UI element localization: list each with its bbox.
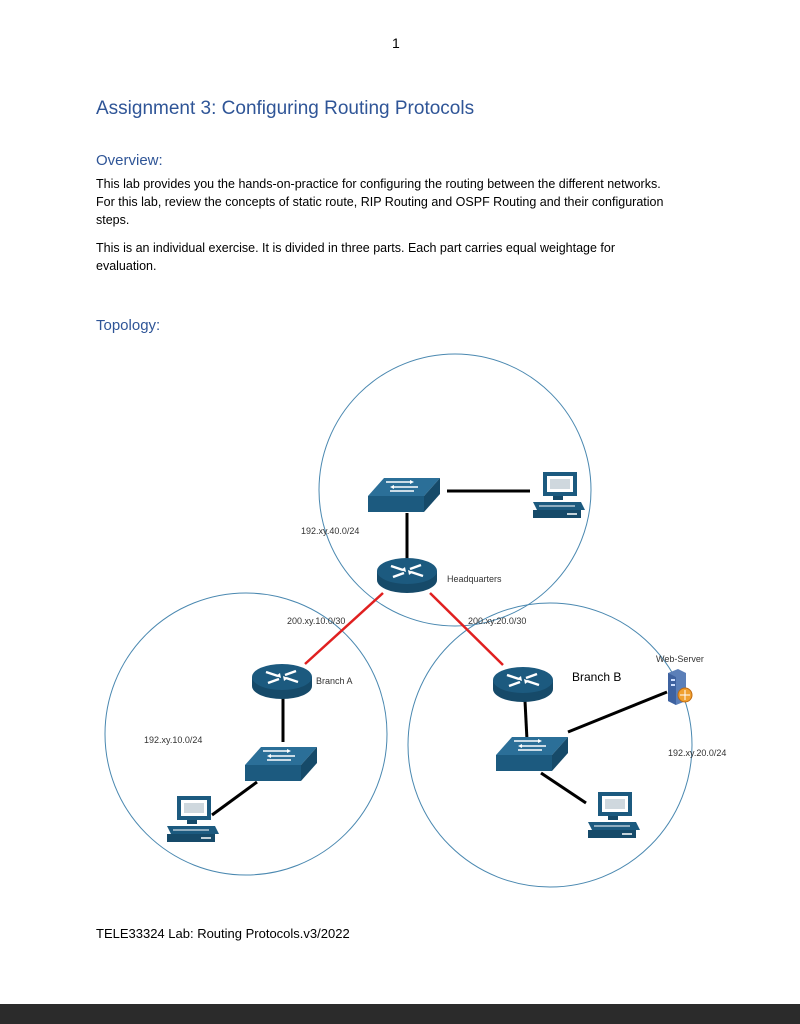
branch-b-switch-icon (496, 737, 568, 771)
branch-b-switch-pc-link (541, 773, 586, 803)
footer-text: TELE33324 Lab: Routing Protocols.v3/2022 (96, 926, 350, 941)
branch-a-switch-pc-link (212, 782, 257, 815)
branch-b-lan-label: 192.xy.20.0/24 (668, 748, 727, 758)
document-title: Assignment 3: Configuring Routing Protocols (96, 98, 475, 119)
overview-line: steps. (96, 213, 130, 227)
link-b-label: 200.xy.20.0/30 (468, 616, 527, 626)
topology-heading: Topology: (96, 317, 161, 334)
branch-a-network-circle (105, 593, 387, 875)
page-number: 1 (392, 35, 400, 51)
branch-a-pc-icon (167, 796, 219, 842)
branch-b-router-switch-link (525, 701, 527, 740)
branch-a-switch-icon (245, 747, 317, 781)
branch-b-label: Branch B (572, 670, 622, 684)
overview-heading: Overview: (96, 152, 163, 169)
serial-link-branch-a (305, 593, 383, 664)
overview-line: This lab provides you the hands-on-practice for configuring the routing between the different networks. (96, 177, 661, 191)
branch-b-router-icon (493, 667, 553, 702)
hq-switch-icon (368, 478, 440, 512)
web-server-label: Web-Server (656, 654, 704, 664)
branch-a-lan-label: 192.xy.10.0/24 (144, 735, 203, 745)
overview-line: For this lab, review the concepts of static route, RIP Routing and OSPF Routing and their configuration (96, 195, 664, 209)
branch-a-label: Branch A (316, 676, 353, 686)
overview-line: This is an individual exercise. It is divided in three parts. Each part carries equal weightage for (96, 241, 616, 255)
web-server-icon (668, 669, 692, 705)
branch-b-pc-icon (588, 792, 640, 838)
branch-b-switch-server-link (568, 692, 667, 732)
headquarters-label: Headquarters (447, 574, 502, 584)
overview-line: evaluation. (96, 259, 157, 273)
hq-pc-icon (533, 472, 585, 518)
link-a-label: 200.xy.10.0/30 (287, 616, 346, 626)
hq-lan-label: 192.xy.40.0/24 (301, 526, 360, 536)
branch-a-router-icon (252, 664, 312, 699)
hq-router-icon (377, 558, 437, 593)
